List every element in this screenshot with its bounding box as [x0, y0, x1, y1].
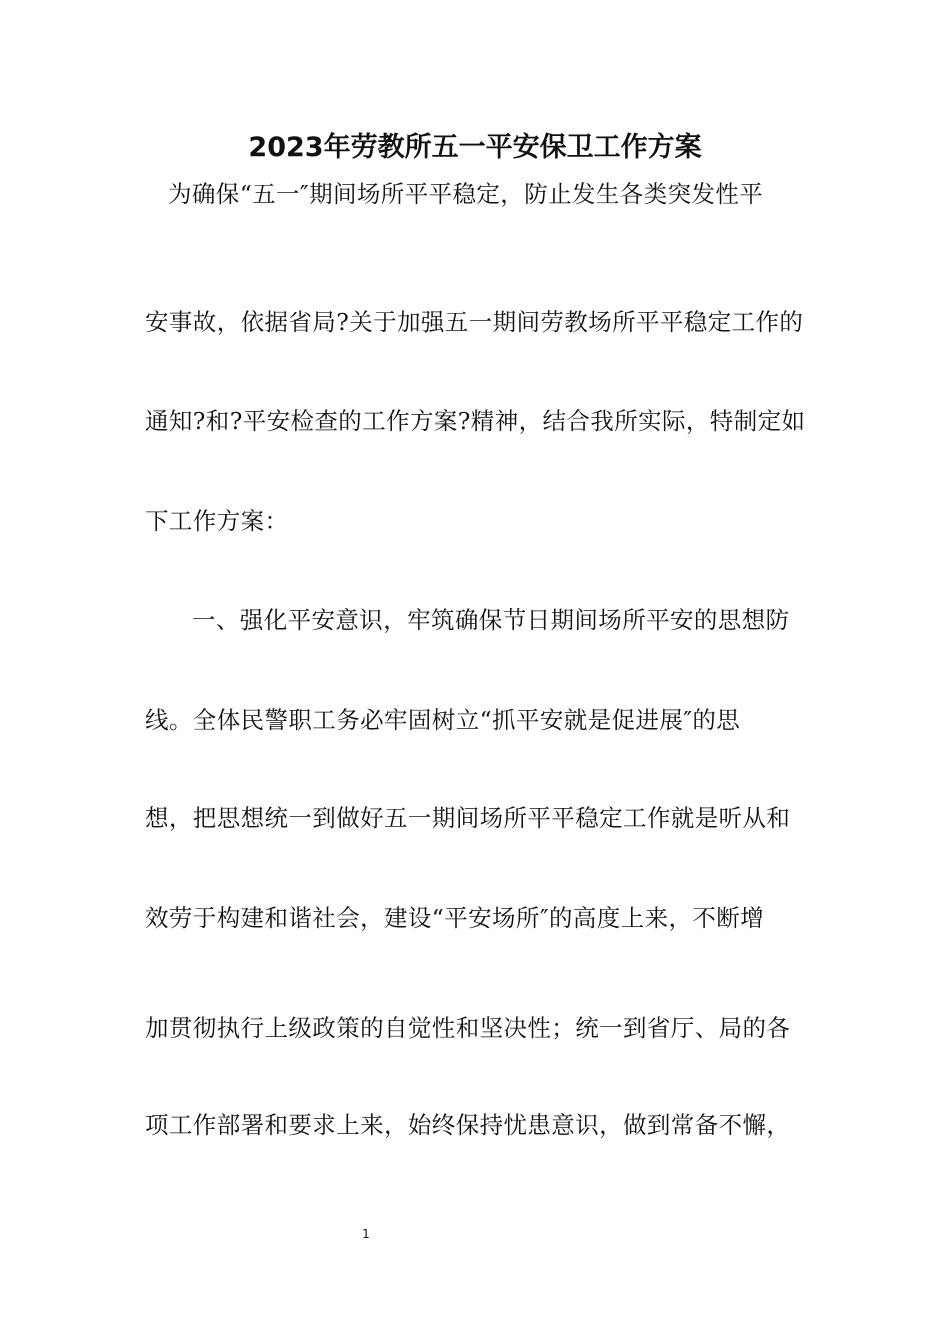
paragraph-line: 为确保“五一″期间场所平平稳定，防止发生各类突发性平 — [168, 180, 764, 208]
paragraph-line: 一、强化平安意识，牢筑确保节日期间场所平安的思想防 — [192, 606, 790, 634]
document-title: 2023年劳教所五一平安保卫工作方案 — [248, 132, 702, 163]
paragraph-line: 线。全体民警职工务必牢固树立“抓平安就是促进展″的思 — [145, 706, 741, 734]
paragraph-line: 加贯彻执行上级政策的自觉性和坚决性；统一到省厅、局的各 — [145, 1014, 791, 1042]
paragraph-line: 想，把思想统一到做好五一期间场所平平稳定工作就是听从和 — [145, 804, 791, 832]
paragraph-line: 通知?和?平安检查的工作方案?精神，结合我所实际，特制定如 — [145, 407, 806, 435]
paragraph-line: 项工作部署和要求上来，始终保持忧患意识，做到常备不懈， — [145, 1111, 791, 1139]
paragraph-line: 下工作方案： — [145, 507, 289, 535]
paragraph-line: 安事故，依据省局?关于加强五一期间劳教场所平平稳定工作的 — [145, 308, 804, 336]
page-number: 1 — [362, 1227, 370, 1241]
paragraph-line: 效劳于构建和谐社会，建设“平安场所″的高度上来，不断增 — [145, 904, 765, 932]
